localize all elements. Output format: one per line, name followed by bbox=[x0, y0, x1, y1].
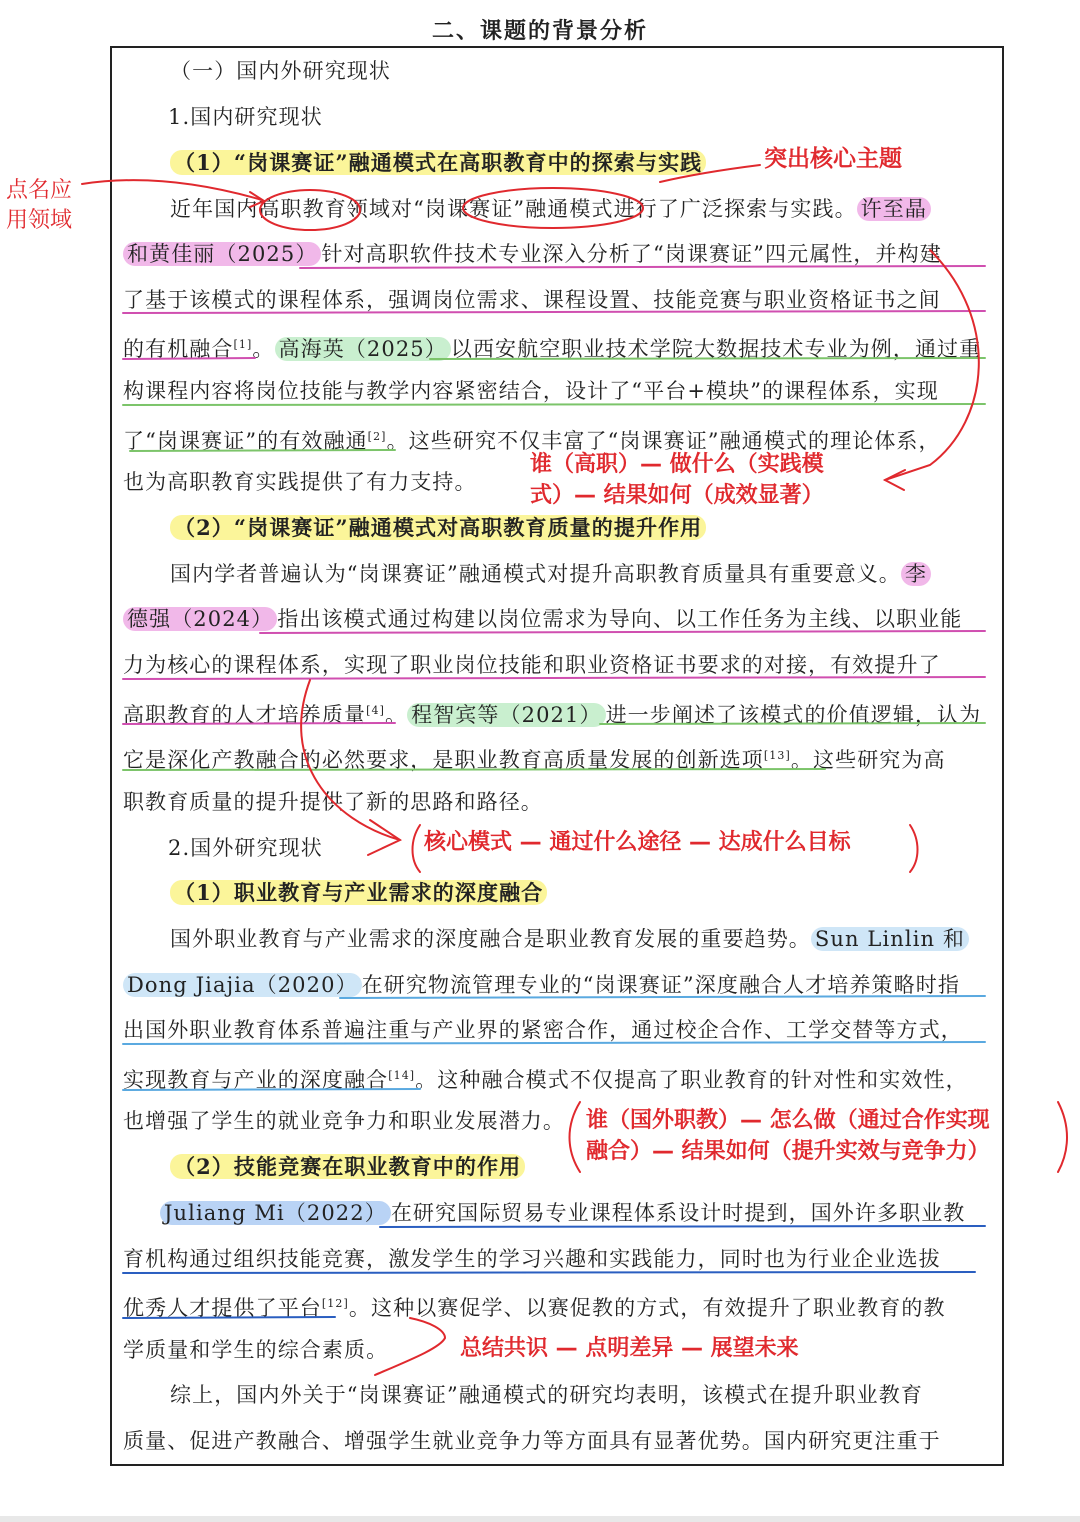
paragraph-line bbox=[170, 559, 1038, 589]
author-highlight: 李 bbox=[901, 562, 931, 586]
citation: [4] bbox=[366, 704, 385, 717]
heading-domestic: 1.国内研究现状 bbox=[168, 105, 323, 129]
text-span: 。 bbox=[252, 337, 275, 361]
paragraph-line bbox=[123, 239, 991, 269]
text-span: 。这些研究不仅丰富了“岗课赛证”融通模式的理论体系， bbox=[386, 429, 941, 453]
heading-foreign: 2.国外研究现状 bbox=[168, 836, 323, 860]
text-span: 以西安航空职业技术学院大数据技术专业为例，通过重 bbox=[450, 337, 982, 361]
paragraph-line: 综上，国内外关于“岗课赛证”融通模式的研究均表明，该模式在提升职业教育 bbox=[170, 1383, 923, 1407]
annotation-who-1: 谁（高职）— 做什么（实践模 bbox=[530, 452, 824, 477]
annotation-foreign-2: 融合）— 结果如何（提升实效与竞争力） bbox=[586, 1139, 990, 1164]
citation: [2] bbox=[367, 430, 387, 443]
annotation-foreign-1: 谁（国外职教）— 怎么做（通过合作实现 bbox=[586, 1108, 990, 1133]
author-highlight: 和黄佳丽（2025） bbox=[123, 242, 321, 266]
author-highlight: 程智宾等（2021） bbox=[407, 703, 605, 727]
text-span: 了“岗课赛证”的有效融通 bbox=[123, 429, 368, 453]
text-span: 的有机融合 bbox=[123, 337, 234, 361]
citation: [12] bbox=[321, 1297, 349, 1310]
annotation-left-line2: 用领域 bbox=[6, 208, 73, 233]
text-span: 国外职业教育与产业需求的深度融合是职业教育发展的重要趋势。 bbox=[170, 927, 811, 951]
paragraph-line: 了基于该模式的课程体系，强调岗位需求、课程设置、技能竞赛与职业资格证书之间 bbox=[123, 288, 941, 312]
paragraph-line bbox=[123, 970, 991, 1000]
text-span: 高职教育的人才培养质量 bbox=[123, 703, 367, 727]
paragraph-line: 力为核心的课程体系，实现了职业岗位技能和职业资格证书要求的对接，有效提升了 bbox=[123, 653, 941, 677]
highlight-subheading: （1）“岗课赛证”融通模式在高职教育中的探索与实践 bbox=[170, 150, 706, 175]
text-span: 进一步阐述了该模式的价值逻辑，认为 bbox=[605, 703, 982, 727]
text-span: 。这种融合模式不仅提高了职业教育的针对性和实效性， bbox=[415, 1068, 968, 1092]
annotation-core-mode: 核心模式 — 通过什么途径 — 达成什么目标 bbox=[424, 830, 851, 855]
page-title: 二、课题的背景分析 bbox=[431, 18, 648, 44]
subheading-exploration bbox=[170, 148, 1038, 178]
subheading-quality bbox=[170, 513, 1038, 543]
highlight-subheading: （2）技能竞赛在职业教育中的作用 bbox=[170, 1154, 525, 1179]
citation: [13] bbox=[763, 749, 791, 762]
annotation-who-2: 式）— 结果如何（成效显著） bbox=[530, 483, 824, 508]
paragraph-line: 学质量和学生的综合素质。 bbox=[123, 1338, 389, 1362]
paragraph-line: 构课程内容将岗位技能与教学内容紧密结合，设计了“平台+模块”的课程体系，实现 bbox=[123, 379, 939, 403]
paragraph-line bbox=[123, 696, 991, 726]
text-span: 。这些研究为高 bbox=[790, 748, 946, 772]
text-span: 。 bbox=[385, 703, 408, 727]
text-span: 。这种以赛促学、以赛促教的方式，有效提升了职业教育的教 bbox=[348, 1296, 946, 1320]
heading-research-status: （一）国内外研究现状 bbox=[170, 59, 391, 83]
paragraph-line bbox=[160, 1198, 1028, 1228]
annotation-left-line1: 点名应 bbox=[6, 178, 73, 203]
text-span: 实现教育与产业的深度融合 bbox=[123, 1068, 389, 1092]
text-span: 指出该模式通过构建以岗位需求为导向、以工作任务为主线、以职业能 bbox=[277, 607, 963, 631]
subheading-integration bbox=[170, 878, 1038, 908]
paragraph-line bbox=[123, 422, 991, 452]
annotation-summary: 总结共识 — 点明差异 — 展望未来 bbox=[460, 1336, 799, 1361]
author-highlight: Sun Linlin 和 bbox=[811, 927, 969, 951]
paragraph-line: 也增强了学生的就业竞争力和职业发展潜力。 bbox=[123, 1109, 565, 1133]
annotation-left bbox=[6, 176, 72, 236]
paragraph-line bbox=[123, 330, 991, 360]
paragraph-line bbox=[123, 604, 991, 634]
citation: [14] bbox=[388, 1069, 416, 1082]
paragraph-line bbox=[170, 924, 1038, 954]
text-span: 它是深化产教融合的必然要求，是职业教育高质量发展的创新选项 bbox=[123, 748, 764, 772]
bottom-edge bbox=[0, 1516, 1080, 1522]
paragraph-line bbox=[170, 194, 1038, 224]
paragraph-line bbox=[123, 741, 991, 771]
citation: [1] bbox=[233, 338, 253, 351]
paragraph-line: 也为高职教育实践提供了有力支持。 bbox=[123, 470, 477, 494]
text-span: 近年国内高职教育领域对“岗课赛证”融通模式进行了广泛探索与实践。 bbox=[170, 197, 857, 221]
paragraph-line: 质量、促进产教融合、增强学生就业竞争力等方面具有显著优势。国内研究更注重于 bbox=[123, 1429, 941, 1453]
author-highlight: Juliang Mi（2022） bbox=[160, 1201, 391, 1225]
text-span: 在研究国际贸易专业课程体系设计时提到，国外许多职业教 bbox=[390, 1201, 966, 1225]
bracket bbox=[1058, 1102, 1067, 1172]
text-span: 优秀人才提供了平台 bbox=[123, 1296, 322, 1320]
author-highlight: 德强（2024） bbox=[123, 607, 277, 631]
paragraph-line bbox=[123, 1289, 991, 1319]
author-highlight: Dong Jiajia（2020） bbox=[123, 973, 362, 997]
text-span: 针对高职软件技术专业深入分析了“岗课赛证”四元属性，并构建 bbox=[321, 242, 942, 266]
text-span: 在研究物流管理专业的“岗课赛证”深度融合人才培养策略时指 bbox=[361, 973, 960, 997]
paragraph-line: 育机构通过组织技能竞赛，激发学生的学习兴趣和实践能力，同时也为行业企业选拔 bbox=[123, 1247, 941, 1271]
paragraph-line bbox=[123, 1061, 991, 1091]
author-highlight: 高海英（2025） bbox=[275, 337, 451, 361]
annotation-core-theme: 突出核心主题 bbox=[764, 146, 902, 172]
author-highlight: 许至晶 bbox=[857, 197, 931, 221]
highlight-subheading: （2）“岗课赛证”融通模式对高职教育质量的提升作用 bbox=[170, 515, 706, 540]
text-span: 国内学者普遍认为“岗课赛证”融通模式对提升高职教育质量具有重要意义。 bbox=[170, 562, 901, 586]
highlight-subheading: （1）职业教育与产业需求的深度融合 bbox=[170, 880, 547, 905]
paragraph-line: 职教育质量的提升提供了新的思路和路径。 bbox=[123, 790, 543, 814]
paragraph-line: 出国外职业教育体系普遍注重与产业界的紧密合作，通过校企合作、工学交替等方式， bbox=[123, 1018, 963, 1042]
